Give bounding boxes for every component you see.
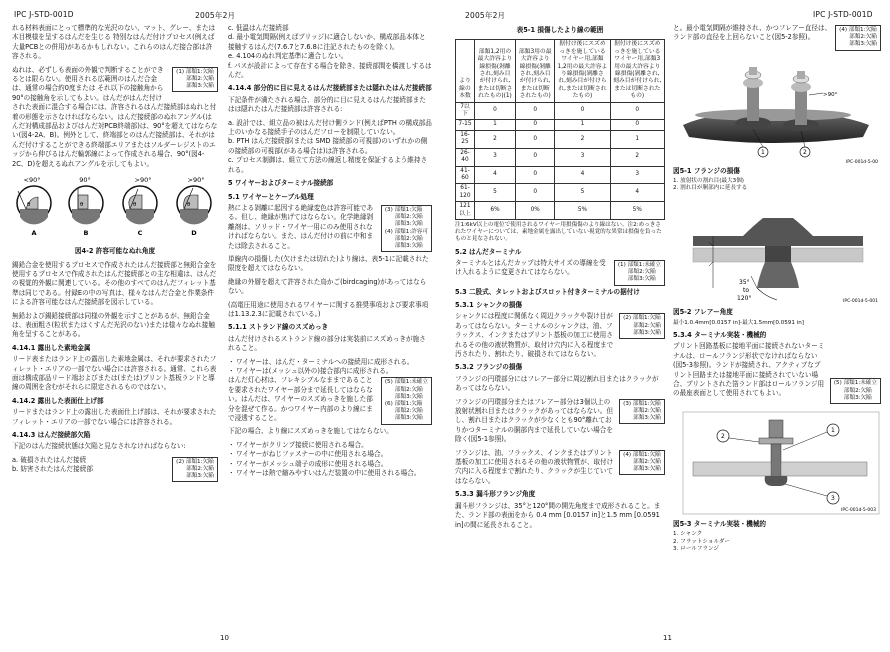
paragraph: 熱による剝離に起因する絶縁変色は許容可能である。但し、絶縁が焦げてはならない。化学絶縁剝離剤は、ソリッド・ワイヤ一用にのみ使用されなければならない。また、はんだ付けの前に中和または除去されること。 [228, 203, 374, 250]
figure-legend-item: 3. ロールフランジ [673, 545, 720, 552]
list-item: ・ ワイヤーがクリンプ接続に使用される場合。 [236, 441, 432, 450]
table-header: 据付け後にスズめっきを施しているワイヤー用,部類3用の最大許容より線損傷(剝離され,刻み目が付けられ,または切断されたもの) [610, 40, 664, 102]
figure-id: IPC-001d-5-003 [841, 508, 876, 514]
list-item: d. 最小電気間隔(例えばブリッジ)に適合しないか、構成部品本体と接触するはんだ(7.6.7と7.6.8に注記されたものを除く)。 [228, 33, 426, 51]
paragraph: ぬれは、必ずしも表面の外観で判断することができるとは限らない。使用される広範囲のはんだ合金は、通常の場合約0度または それ以下の接触角から90°の接触角を示してもよい。はんだがはんだ付けされた表面に混合する場合には、許容されるはんだ接続部はぬれと付着の形態を示さなければならない。はんだ接続部のぬれアングル(はんだ対構成部品およびはんだ対PCB終端部)は、90°を超えてはならない(図4-2A、B)。例外として、終端部とのはんだ接続部は、それがはんだ付けすることができる終端部エリアまたはソルダーレジストのエッジから伸びるはんだ輪郭線によって作成される場合、90°(図4-2C、D)を超えるぬれアングルを示してもよい。 [12, 65, 218, 168]
paragraph: フランジの円環部分またはフレアー部分は3個以上の放射状割れ目またはクラックがあってはならない。但し、割れ目またはクラックが少なくとも90°離れておりかつターミナルの胴部内まで延長していない場合を除く(図5-1参照)。 [455, 397, 614, 444]
table-row: 61-120 5 0 5 4 [456, 184, 665, 202]
list-item: a. 破損されたはんだ接続 [12, 455, 87, 464]
page-number: 11 [663, 634, 672, 642]
terminal-right [783, 71, 819, 131]
figure-caption: 図5-3 ターミナル実装・機械的 [673, 520, 767, 529]
bullet-list [228, 358, 432, 377]
figure-id: IPC-001d-5-001 [843, 299, 878, 305]
table-note: 注1:6kV以上の電位で使用されるワイヤー用損傷傷のより線はない。注2:めっきされたワイヤーについては、素地金属を露出していない視覚的な異常は損傷を負ったものと見なされない。 [455, 221, 662, 243]
fig-panel-a [17, 176, 51, 237]
paragraph: 下記のはんだ接続状態は欠陥と見なされなければならない: [12, 442, 186, 451]
paragraph: プリント回路基板に接地平面に接続されないターミナルは、ロールフランジ形状でなければならない(図5-3参照)。ランドが接続され、アクティブなプリント回路または接地平面に接続されていない場合、プリントされた箔ランド部はロールフランジ用の最座表面として使用されてもよい。 [673, 342, 825, 398]
figure-id: IPC-001d-5-00 [845, 159, 878, 165]
list-item: ・ ワイヤーは熱で縮みやすいはんだ装置の中に使用される場合。 [236, 469, 432, 478]
figure-note: 最小1.0.4mm[0.0157 in]-最大1.5mm[0.0591 in] [673, 319, 804, 326]
figure-caption: 図5-2 フレアー角度 [673, 308, 733, 317]
category-box: (3) 部類1:欠陥 部類2:欠陥 部類3:欠陥 (4) 部類1:許容可 部類2:欠陥 部類3:欠陥 [381, 205, 432, 252]
section-heading: 5.3 二股式、タレットおよびスロット付きターミナルの据付け [455, 287, 640, 296]
list-item: ・ ワイヤーがねじファスナーの中に使用される場合。 [236, 450, 432, 459]
paragraph: 下記条件が満たされる場合、部分的に目に見えるはんだ接続部またはは隠れたはんだ接続部は許容される: [228, 95, 426, 114]
letter-c: C [137, 229, 143, 238]
category-box: (3) 部類1:欠陥 部類2:欠陥 部類3:欠陥 [619, 399, 665, 425]
list-item: b. 妨害されたはんだ接続部 [12, 465, 93, 474]
section-heading: 5 ワイヤーおよびターミナル接続部 [228, 179, 334, 188]
paragraph: シャンクには程度に関係なく周辺クラックや裂け目があってはならない。ターミナルのシャンクは、油、フラックス、インクまたはプリント基板の加工に使用されるその他の液状物質が、取付け穴内に入る程度まで汚されたり、割れたり、破損されてはならない。 [455, 312, 614, 358]
angle-min: 35° [739, 279, 750, 287]
category-box: (5) 部類1:未確立 部類2:欠陥 部類3:欠陥 (6) 部類1:欠陥 部類2:欠陥 部類3:欠陥 [381, 377, 432, 424]
paragraph: はんだ灯心材は、フレキシブルなままであることを要求されたワイヤー部分まで延長してはならない。はんだは、ワイヤーのスズめっきを施した部分を混ぜて作る。かつワイヤー内部のより線にまで浸透すること。 [228, 376, 373, 423]
header-date: 2005年2月 [465, 11, 506, 20]
theta-c: θ [133, 202, 137, 209]
bullet-list [228, 441, 432, 479]
angle-label: >90° [823, 91, 838, 98]
paragraph: 単線内の損傷した(欠けまたは切れた)より線は、表5-1に記載された限度を超えてはならない。 [228, 254, 429, 273]
page-number: 10 [220, 634, 229, 642]
left-page-column-1 [12, 24, 218, 630]
figure-legend-item: 2. 割れ目が胴部内に延長する [673, 185, 748, 192]
section-heading: 5.2 はんだターミナル [455, 247, 522, 256]
fig-panel-c [123, 176, 157, 237]
category-box: (4) 部類1:欠陥 部類2:欠陥 部類3:欠陥 [835, 25, 881, 51]
section-heading: 5.1 ワイヤーとケーブル処理 [228, 192, 314, 201]
table-row: 16-25 2 0 2 1 [456, 130, 665, 148]
section-heading: 4.14.2 露出した表面仕上げ部 [12, 396, 104, 405]
flange-damage-figure [673, 53, 881, 165]
table-row: 41-60 4 0 4 3 [456, 166, 665, 184]
section-heading: 4.14.4 部分的に目に見えるはんだ接続部または隠れたはんだ接続部 [228, 84, 432, 93]
category-box: (1) 部類1:未確立 部類2:欠陥 部類3:欠陥 [614, 260, 665, 286]
angle-to: to [743, 287, 750, 295]
paragraph: 絶縁の外層を超えて許容された鳥かご(birdcaging)があってはならない。 [228, 277, 427, 296]
list-item: c. 低温はんだ接続部 [228, 24, 289, 32]
list-item: ・ ワイヤーは、はんだ・ターミナルへの接続用に成形される。 [236, 358, 432, 367]
strand-damage-table [455, 39, 665, 220]
paragraph: と。最小電気間隔が維持され、かつフレアー直径は、ランド部の直径を上回らないこと(図5-2参照)。 [673, 24, 832, 42]
paragraph: ターミナルとはんだカップは特大サイズの導線を受け入れるように変更されてはならない。 [455, 258, 606, 277]
paragraph: 漏斗形フランジは、35°と120°間の開先角度まで成形されること。また、ランド部の表面をから 0.4 mm [0.0157 in]と1.5 mm [0.0591 in]の間に延長されること。 [455, 501, 661, 529]
fig-panel-d [177, 176, 211, 237]
fig-panel-b [69, 176, 103, 237]
table-header: 据付け後にスズめっきを施しているワイヤー用,部類1,2用の最大許容より線損傷(剝離され,刻み目が付けられ,または切断されたもの) [555, 40, 610, 102]
table-row: 121以上 6% 0% 5% 5% [456, 202, 665, 220]
section-heading: 5.1.1 ストランド線のスズめっき [228, 323, 329, 332]
letter-a: A [31, 229, 37, 238]
figure-caption: 図4-2 許容可能なぬれ角度 [74, 247, 156, 256]
section-heading: 5.3.1 シャンクの損傷 [455, 300, 522, 309]
table-header: 部類3用の最大許容より線損傷(剝離され,刻み目が付けられ,または切断されたもの) [516, 40, 555, 102]
table-header: 部類1,2用の最大許容より線損傷(剝離され,刻み目が付けられ,または切断されたもの)(1) [474, 40, 515, 102]
section-heading: 4.14.1 露出した素地金属 [12, 343, 91, 352]
figure-legend-item: 2. フラットショルダー [673, 538, 731, 545]
svg-text:2: 2 [803, 148, 807, 156]
flare-angle-figure [673, 196, 881, 306]
list-item: ・ ワイヤーがメッシュ端子の成形に使用される場合。 [236, 460, 432, 469]
paragraph: れる材料表面にとって標準的な光沢のない、マット、グレー、または木目模様を呈するはんだを生じる 特別なはんだ付けプロセス(例えば大量PCBとの併用)があるかもしれない。これらのはんだ接合部は許容される。 [12, 24, 216, 61]
theta-b: θ [80, 202, 84, 209]
angle-label-d: >90° [187, 176, 205, 185]
section-heading: 5.3.4 ターミナル実装・機械的 [673, 331, 767, 340]
paragraph: リードまたはランド上の露出した表面仕上げ部は、それが要求されたフィレット・エリアの一部でない場合には許容される。 [12, 408, 217, 426]
header-date: 2005年2月 [195, 11, 236, 20]
figure-caption: 図5-1 フランジの損傷 [673, 166, 740, 175]
right-page-column-1 [455, 24, 665, 630]
list-item: a. 設計では、組立品の被はんだ付け側ランド(例えばPTH の構成部品上のいかなる接続手子のはんだフローを制限していない。 [228, 118, 432, 137]
paragraph: 下記の場合、より線にスズめっきを施してはならない。 [228, 427, 393, 436]
list-item: e. 4.104のぬれ判定基準に適合しない。 [228, 52, 348, 61]
paragraph: はんだ付けされるストランド線の部分は実装前にスズめっきが施されること。 [228, 334, 426, 353]
list-item: b. PTH はんだ接続部(または SMD 接続部の可視部)のいずれかの側の接続部の可視部(がある場合は)は許容される。 [228, 137, 428, 155]
table-row: 26-40 3 0 3 2 [456, 148, 665, 166]
category-box: (2) 部類1:欠陥 部類2:欠陥 部類3:欠陥 [619, 313, 665, 339]
table-row: 7以下 0 0 0 0 [456, 102, 665, 120]
paragraph: リード表またはランド上の露出した素地金属は、それが要求されたフィレット・エリアの一部でない場合には許容される。通常、これら表面は構成部品リード端およびまたは(または)プリント基板ランドと導線の周囲を含むがそれらに限定されるものではない。 [12, 355, 217, 392]
category-box: (1) 部類1:欠陥 部類2:欠陥 部類3:欠陥 [172, 67, 218, 93]
svg-text:2: 2 [721, 433, 725, 441]
paragraph: 無鉛および錫鉛接続部は同様の外観を示すことがあるが、無鉛合金は、表面粗さ(粒状またはくすんだ光沢のない)または様々なぬれ接触角を呈することがある。 [12, 311, 215, 339]
left-page-column-2 [228, 24, 432, 630]
svg-text:1: 1 [831, 427, 835, 435]
angle-label-c: >90° [134, 176, 152, 185]
figure-legend-item: 1. 放射状の割れ目(最大3個) [673, 178, 744, 185]
wetting-angle-figure [12, 173, 218, 245]
paragraph: フランジは、油、フラックス、インクまたはプリント基板の加工に使用されるその他の液状物質が、取付け穴内に入る程度まで割れたり、クラックが生じていてはならない。 [455, 448, 614, 485]
list-item: c. プロセス制御は、組立て方法の線返し精度を保証するよう維持される。 [228, 156, 428, 174]
right-page-column-2 [673, 24, 881, 630]
category-box: (5) 部類1:未確立 部類2:欠陥 部類3:欠陥 [830, 378, 881, 404]
figure-legend-item: 1. シャンク [673, 531, 703, 538]
terminal-mounting-figure [673, 406, 881, 518]
angle-max: 120° [737, 295, 752, 303]
header-document-id: IPC J-STD-001D [813, 10, 873, 19]
table-title: 表5-1 損傷したより線の範囲 [516, 26, 604, 34]
paragraph: 錫鉛合金を使用するプロセスで作成されたはんだ接続部と無鉛合金を使用するプロセスで作成されたはんだ接続部との主な相違は、はんだの視覚的外観に関連している。その他のすべてのはんだフィレット基準は同じである。付録Eの中の写真は、様々なはんだ合金と作業条件による許容可能なはんだ接続部を図示している。 [12, 260, 217, 307]
theta-d: θ [187, 202, 191, 209]
right-page [445, 0, 890, 652]
header-document-id: IPC J-STD-001D [14, 10, 74, 19]
paragraph: フランジの円環部分にはフレアー部分に周辺割れ目またはクラックがあってはならない。 [455, 374, 659, 393]
paragraph: (高電圧用途に使用されるワイヤーに関する推奨事項および要求事項は1.13.2.3に記載されている。) [228, 300, 429, 318]
svg-text:3: 3 [831, 495, 835, 503]
letter-d: D [191, 229, 197, 238]
svg-text:1: 1 [761, 148, 765, 156]
list-item: f. パスが設計によって存在する場合を除き、接続部間を橋渡しするはんだ。 [228, 61, 432, 80]
terminal-left [735, 67, 771, 129]
list-item: ・ ワイヤーは(メッシュ以外の)接合部内に成形される。 [236, 367, 432, 376]
section-heading: 5.3.2 フランジの損傷 [455, 363, 523, 372]
angle-label-b: 90° [79, 176, 91, 185]
table-body [456, 102, 665, 219]
angle-label-a: <90° [23, 176, 41, 185]
table-header: より線の本数 [456, 40, 475, 102]
category-box: (2) 部類1:欠陥 部類2:欠陥 部類3:欠陥 [172, 457, 218, 483]
letter-b: B [83, 229, 89, 238]
theta-a: θ [27, 202, 31, 209]
table-row: 7-15 1 0 1 0 [456, 120, 665, 130]
category-box: (4) 部類1:欠陥 部類2:欠陥 部類3:欠陥 [619, 450, 665, 476]
section-heading: 4.14.3 はんだ接続部欠陥 [12, 431, 91, 439]
section-heading: 5.3.3 漏斗形フランジ角度 [455, 490, 536, 499]
